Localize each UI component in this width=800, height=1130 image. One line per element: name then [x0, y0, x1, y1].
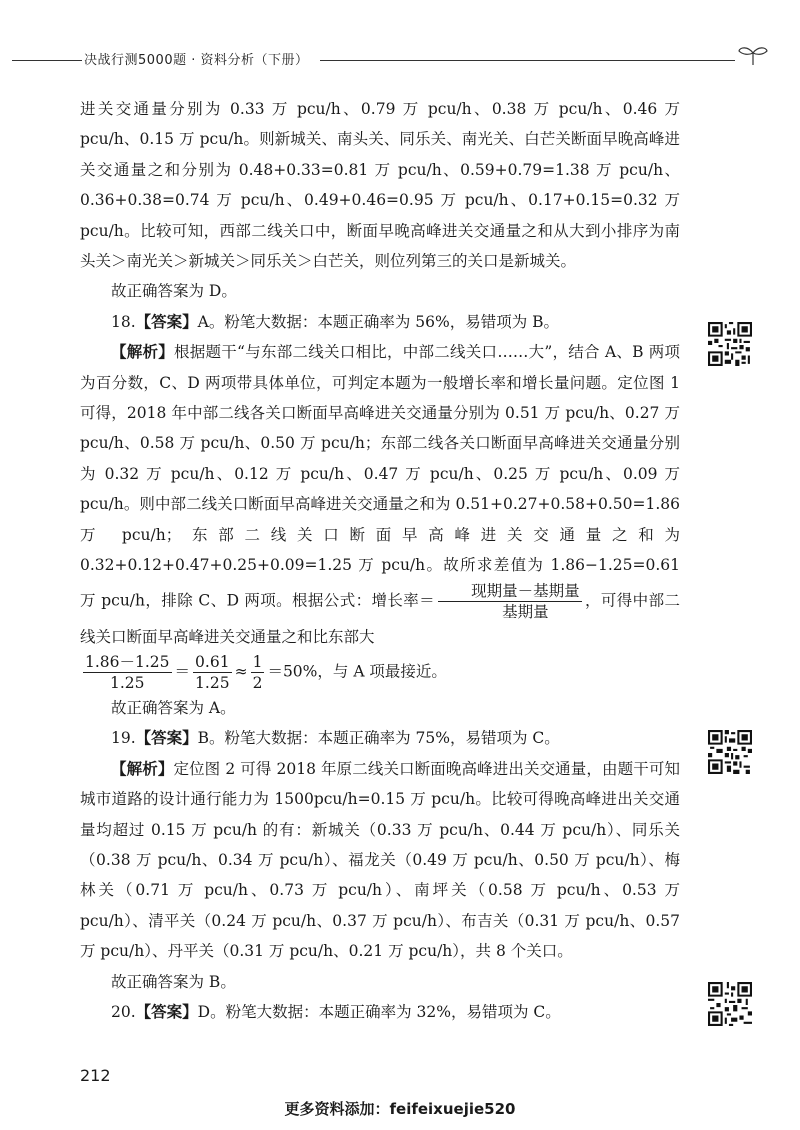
- fraction-half: [251, 652, 265, 693]
- question-number: 18.: [111, 312, 136, 331]
- fraction-denominator: 1.25: [110, 673, 145, 692]
- qr-code-icon[interactable]: [708, 322, 752, 366]
- formula-denominator: 基期量: [502, 602, 549, 621]
- calculation-line: $\frac{1.86-1.25}{1.25}$ ＝ $\frac{0.61}{1.25}$ ≈ $\frac{1}{2}$ ＝50%，与 A 项最接近。: [85, 652, 447, 692]
- fraction-ratio: [193, 652, 232, 693]
- answer-tag: 【答案】: [135, 1001, 198, 1021]
- sprout-icon: [736, 44, 770, 66]
- header-rule-right: [320, 60, 735, 61]
- analysis-tag: 【解析】: [111, 758, 174, 778]
- analysis-tag: 【解析】: [111, 342, 175, 362]
- fraction-denominator: 2: [252, 673, 263, 692]
- fraction-diff: [83, 652, 172, 693]
- formula-numerator: 现期量－基期量: [438, 581, 582, 602]
- page-number: 212: [80, 1066, 111, 1085]
- question-number: 20.: [111, 1002, 136, 1021]
- paragraph-continued: 进关交通量分别为 0.33 万 pcu/h、0.79 万 pcu/h、0.38 万 pcu/h、0.46 万 pcu/h、0.15 万 pcu/h。则新城关、南头关、同乐关、南光关、白芒关断面早晚高峰进关交通量之和分别为 0.48+0.33=0.81 万 pcu/h、0.59+0.79=1.38 万 pcu/h、0.36+0.38=0.74 万 pcu/h、0.49+0.46=0.95 万 pcu/h、0.17+0.15=0.32 万 pcu/h。比较可知，西部二线关口中，断面早晚高峰进关交通量之和从大到小排序为南头关＞南光关＞新城关＞同乐关＞白芒关，则位列第三的关口是新城关。: [80, 100, 680, 271]
- answer-conclusion-17: 故正确答案为 D。: [111, 282, 237, 301]
- answer-tag: 【答案】: [135, 311, 198, 331]
- analysis-text: 定位图 2 可得 2018 年原二线关口断面晚高峰进出关交通量，由题干可知城市道路的设计通行能力为 1500pcu/h=0.15 万 pcu/h。比较可得晚高峰进出关交通量均超过 0.15 万 pcu/h 的有：新城关（0.33 万 pcu/h、0.44 万 pcu/h）、同乐关（0.38 万 pcu/h、0.34 万 pcu/h）、福龙关（0.49 万 pcu/h、0.50 万 pcu/h）、梅林关（0.71 万 pcu/h、0.73 万 pcu/h）、南坪关（0.58 万 pcu/h、0.53 万 pcu/h）、清平关（0.24 万 pcu/h、0.37 万 pcu/h）、布吉关（0.31 万 pcu/h、0.57 万 pcu/h）、丹平关（0.31 万 pcu/h、0.21 万 pcu/h），共 8 个关口。: [80, 759, 680, 961]
- qr-code-icon[interactable]: [708, 982, 752, 1026]
- qr-code-icon[interactable]: [708, 730, 752, 774]
- header-rule-left: [12, 60, 82, 61]
- page-body: [80, 94, 680, 1027]
- calculation-result: ＝50%，与 A 项最接近。: [267, 662, 447, 681]
- approx-sign: ≈: [234, 662, 248, 681]
- answer-line-18: [80, 307, 680, 337]
- analysis-18: [80, 337, 680, 652]
- answer-text: B。粉笔大数据：本题正确率为 75%，易错项为 C。: [197, 729, 560, 748]
- fraction-numerator: 0.61: [195, 652, 230, 671]
- answer-tag: 【答案】: [135, 728, 198, 748]
- footer-note: 更多资料添加：feifeixuejie520: [284, 1100, 516, 1118]
- answer-conclusion-19: 故正确答案为 B。: [111, 972, 236, 991]
- analysis-text-mid: ，可得中部二线关口断面早高峰进关交通量之和比东部大: [80, 591, 680, 646]
- running-header: [0, 48, 800, 72]
- fraction-numerator: 1.86－1.25: [85, 652, 170, 671]
- answer-line-19: [80, 723, 680, 753]
- fraction-numerator: 1: [252, 652, 263, 671]
- answer-text: A。粉笔大数据：本题正确率为 56%，易错项为 B。: [197, 312, 560, 331]
- analysis-19: [80, 754, 680, 967]
- book-title: 决战行测5000题 · 资料分析（下册）: [84, 53, 309, 68]
- question-number: 19.: [111, 729, 136, 748]
- growth-rate-formula: [438, 581, 582, 622]
- fraction-denominator: 1.25: [195, 673, 230, 692]
- answer-text: D。粉笔大数据：本题正确率为 32%，易错项为 C。: [197, 1002, 561, 1021]
- answer-line-20: [80, 997, 680, 1027]
- analysis-text: 根据题干“与东部二线关口相比，中部二线关口……大”，结合 A、B 两项为百分数，C、D 两项带具体单位，可判定本题为一般增长率和增长量问题。定位图 1 可得，2018 年中部二线各关口断面早高峰进关交通量分别为 0.51 万 pcu/h、0.27 万 pcu/h、0.58 万 pcu/h、0.50 万 pcu/h；东部二线各关口断面早高峰进关交通量分别为 0.32 万 pcu/h、0.12 万 pcu/h、0.47 万 pcu/h、0.25 万 pcu/h、0.09 万 pcu/h。则中部二线关口断面早高峰进关交通量之和为 0.51+0.27+0.58+0.50=1.86 万 pcu/h；东部二线关口断面早高峰进关交通量之和为 0.32+0.12+0.47+0.25+0.09=1.25 万 pcu/h。故所求差值为 1.86−1.25=0.61 万 pcu/h，排除 C、D 两项。根据公式：增长率＝: [80, 343, 680, 609]
- answer-conclusion-18: 故正确答案为 A。: [111, 698, 236, 717]
